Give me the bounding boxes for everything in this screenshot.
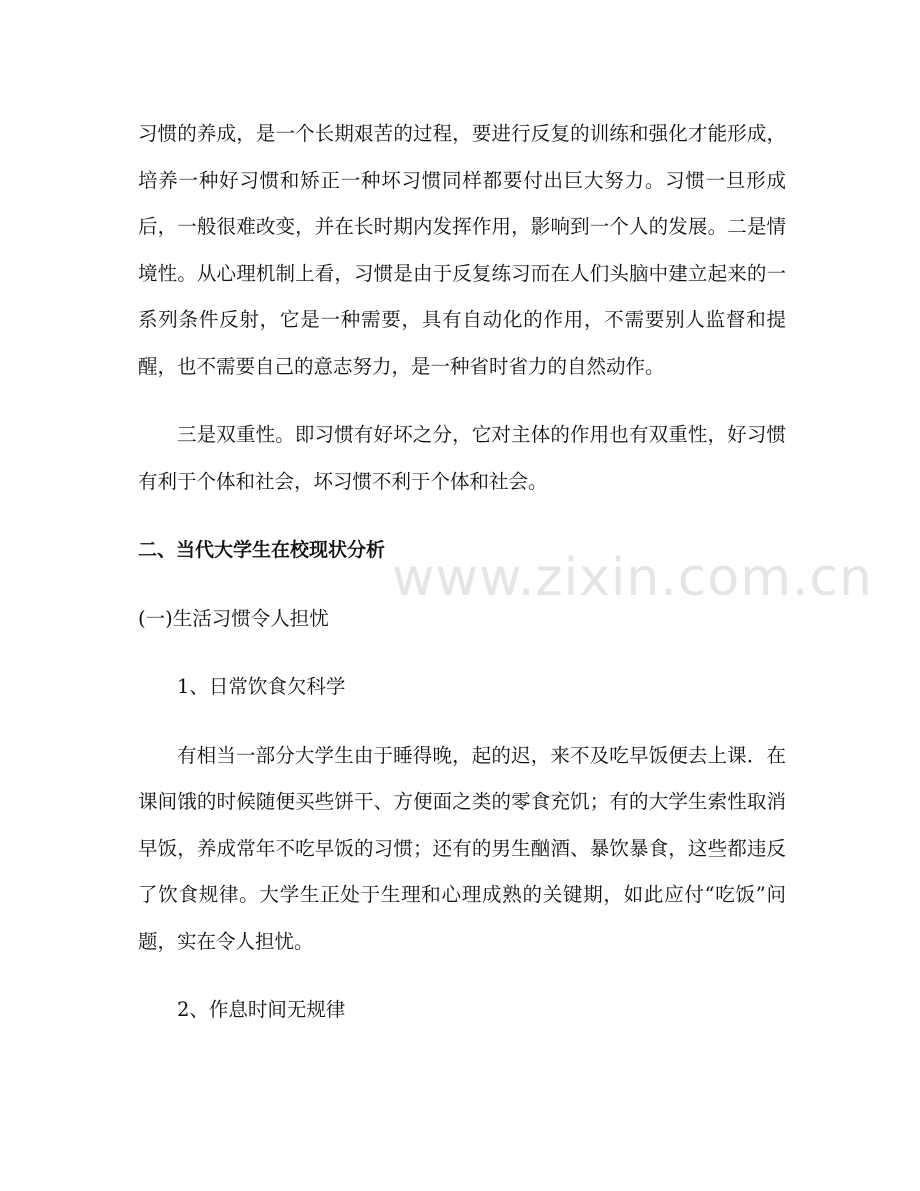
document-body <box>138 111 786 1034</box>
subsection-heading: (一)生活习惯令人担忧 <box>138 606 329 630</box>
section-heading: 二、当代大学生在校现状分析 <box>138 539 386 561</box>
watermark: www.zixin.com.cn <box>392 548 873 608</box>
paragraph-spacer <box>138 574 786 596</box>
paragraph-habit-formation: 习惯的养成，是一个长期艰苦的过程，要进行反复的训练和强化才能形成，培养一种好习惯和矫正一种坏习惯同样都要付出巨大努力。习惯一旦形成后，一般很难改变，并在长时期内发挥作用，影响到一个人的发展。二是情境性。从心理机制上看，习惯是由于反复练习而在人们头脑中建立起来的一系列条件反射，它是一种需要，具有自动化的作用，不需要别人监督和提醒，也不需要自己的意志努力，是一种省时省力的自然动作。 <box>138 122 786 378</box>
paragraph-diet: 有相当一部分大学生由于睡得晚，起的迟，来不及吃早饭便去上课．在课间饿的时候随便买些饼干、方便面之类的零食充饥；有的大学生索性取消早饭，养成常年不吃早饭的习惯；还有的男生酗酒、暴饮暴食，这些都违反了饮食规律。大学生正处于生理和心理成熟的关键期，如此应付“吃饭”问题，实在令人担忧。 <box>138 743 786 953</box>
paragraph-spacer <box>138 390 786 412</box>
item-heading-schedule: 2、作息时间无规律 <box>177 998 346 1021</box>
paragraph-spacer <box>138 965 786 987</box>
paragraph-spacer <box>138 711 786 733</box>
paragraph-spacer <box>138 505 786 527</box>
paragraph-spacer <box>138 642 786 664</box>
paragraph-duality: 三是双重性。即习惯有好坏之分，它对主体的作用也有双重性，好习惯有利于个体和社会，坏习惯不利于个体和社会。 <box>138 423 786 493</box>
item-heading-diet: 1、日常饮食欠科学 <box>177 675 346 698</box>
